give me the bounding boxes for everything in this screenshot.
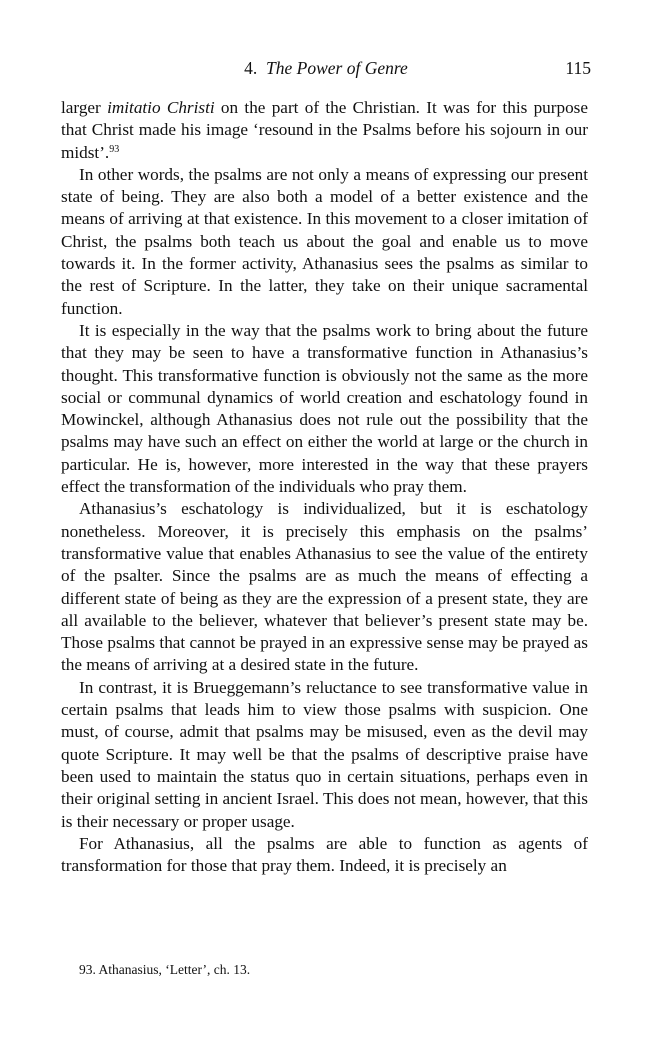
running-head [61, 58, 591, 82]
paragraph-1 [61, 97, 588, 164]
italic-term: imitatio Christi [107, 98, 215, 117]
body-text [61, 97, 588, 877]
paragraph-5: In contrast, it is Brueggemann’s reluctance to see transformative value in certain psalms that leads him to view those psalms with suspicion. One must, of course, admit that psalms may be misused, even as the devil may quote Scripture. It may well be that the psalms of descriptive praise have been used to maintain the status quo in certain situations, perhaps even in their original setting in ancient Israel. This does not mean, however, that this is their necessary or proper usage. [61, 677, 588, 831]
footnote-reference: 93 [109, 143, 120, 155]
paragraph-2: In other words, the psalms are not only a means of expressing our present state of being. They are also both a model of a better existence and the means of arriving at that existence. In this movement to a closer imitation of Christ, the psalms both teach us about the goal and enable us to move towards it. In the former activity, Athanasius sees the psalms as similar to the rest of Scripture. In the latter, they take on their unique sacramental function. [61, 164, 588, 318]
footnote-text: 93. Athanasius, ‘Letter’, ch. 13. [79, 962, 251, 977]
paragraph-4: Athanasius’s eschatology is individualized, but it is eschatology nonetheless. Moreover, it is precisely this emphasis on the psalms’ transformative value that enables Athanasius to see the value of the entirety of the psalter. Since the psalms are as much the means of effecting a different state of being as they are the expression of a present state, they are all available to the believer, whatever that believer’s present state may be. Those psalms that cannot be prayed in an expressive sense may be prayed as the means of arriving at a desired state in the future. [61, 499, 588, 675]
paragraph-1-lead: larger [61, 98, 108, 117]
footnote [79, 962, 589, 978]
chapter-heading [61, 58, 591, 79]
page-number: 115 [565, 58, 591, 78]
chapter-number: 4. [244, 58, 258, 78]
paragraph-3: It is especially in the way that the psalms work to bring about the future that they may be seen to have a transformative function in Athanasius’s thought. This transformative function is obviously not the same as the more social or communal dynamics of world creation and eschatology found in Mowinckel, although Athanasius does not rule out the possibility that the psalms may have such an effect on either the world at large or the church in particular. He is, however, more interested in the way that these prayers effect the transformation of the individuals who pray them. [61, 320, 588, 497]
paragraph-1-text: on the part of the Christian. It was for this purpose that Christ made his image ‘resound in the Psalms before his sojourn in our midst’. [61, 98, 588, 162]
paragraph-6: For Athanasius, all the psalms are able to function as agents of transformation for those that pray them. Indeed, it is precisely an [61, 833, 588, 876]
chapter-title: The Power of Genre [266, 58, 408, 78]
